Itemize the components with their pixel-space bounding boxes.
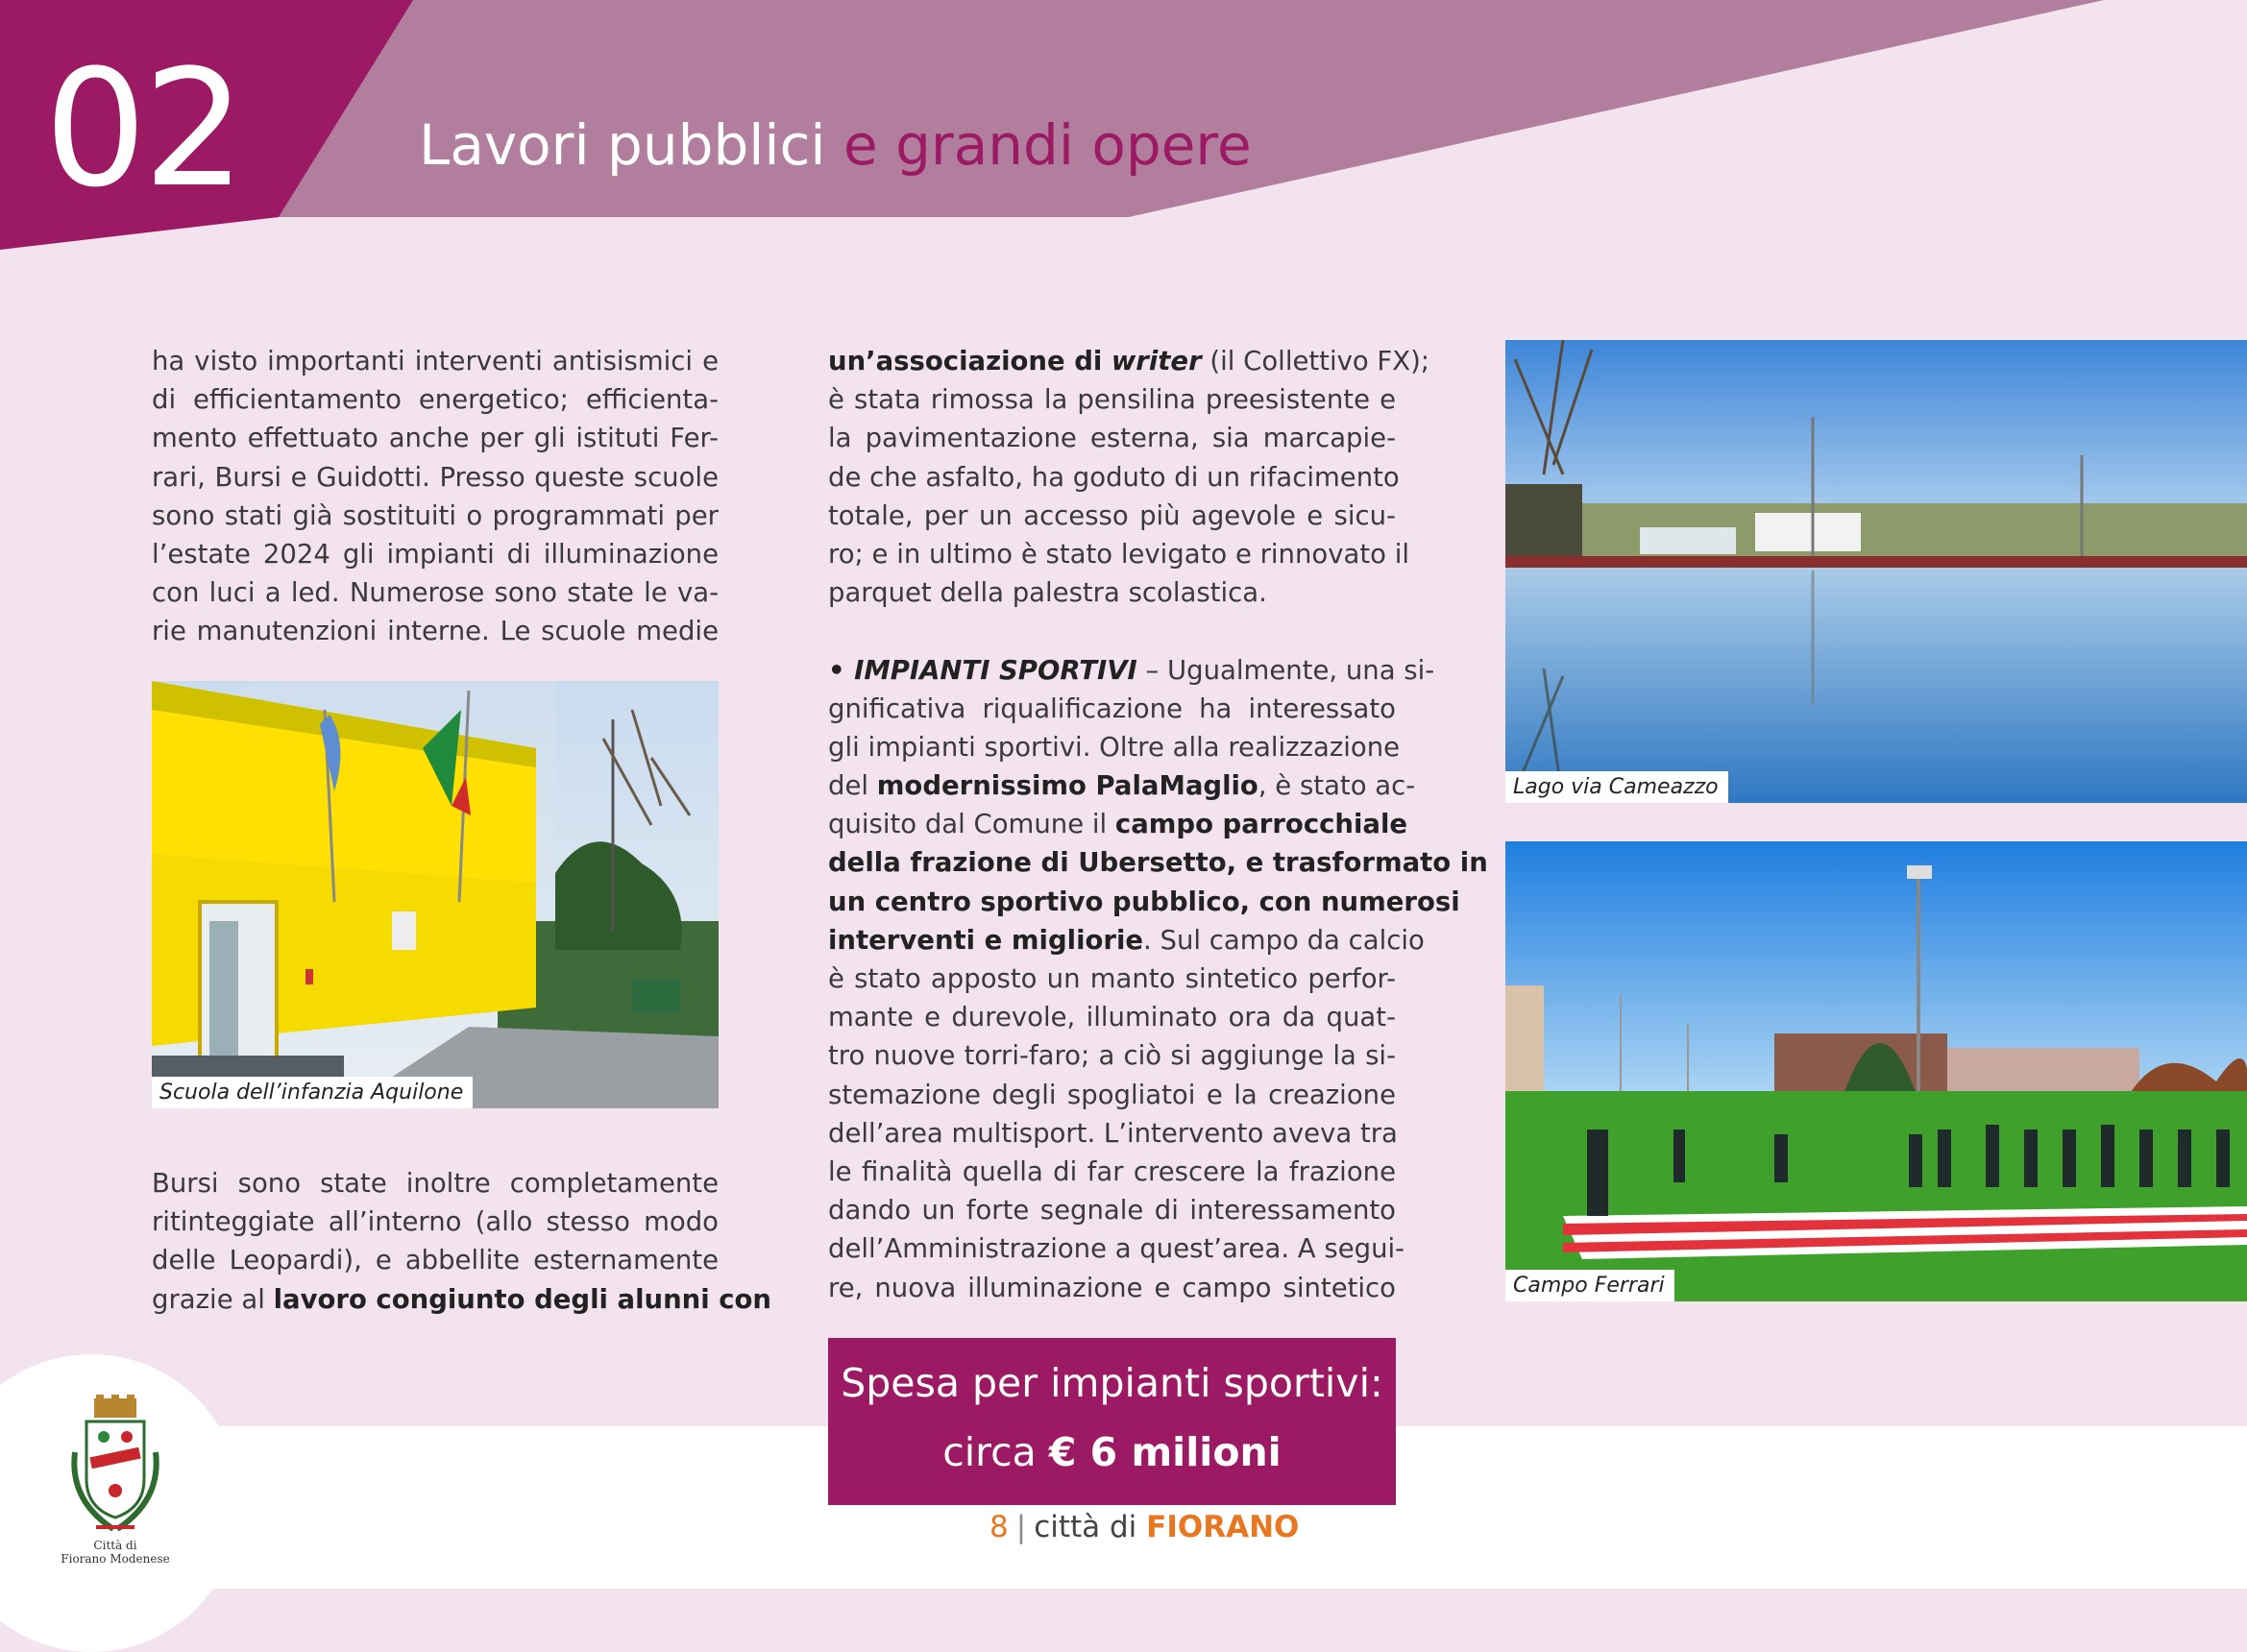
field-photo [1505,841,2247,1301]
text-line: gnificativa riqualificazione ha interessato [828,692,1396,724]
text-line: dell’area multisport. L’intervento aveva tra [828,1117,1398,1149]
text-line: con luci a led. Numerose sono state le va- [152,577,719,609]
bold-text: modernissimo PalaMaglio [876,770,1258,802]
text-line [828,766,1416,805]
text-line: parquet della palestra scolastica. [828,577,1267,609]
column2-text [828,342,1488,1307]
text-span: quisito dal Comune il [828,809,1115,840]
text-line: è stata rimossa la pensilina preesistente e [828,384,1396,416]
text-span: circa [942,1429,1049,1475]
text-line: ro; e in ultimo è stato levigato e rinnovato il [828,538,1409,570]
text-line: de che asfalto, ha goduto di un rifacimento [828,461,1400,493]
footer-prefix: città di [1034,1510,1147,1544]
chapter-title [419,112,1252,178]
blank-line [828,612,1396,650]
text-line: le finalità quella di far crescere la frazione [828,1155,1396,1187]
text-span: grazie al [152,1283,274,1315]
school-caption: Scuola dell’infanzia Aquilone [152,1077,473,1108]
cost-amount [828,1428,1396,1476]
bold-text: lavoro congiunto degli alunni con [273,1283,772,1315]
text-span: . Sul campo da calcio [1143,924,1425,956]
text-line [828,921,1425,960]
title-part2: e grandi opere [843,112,1252,178]
page-footer [989,1510,1299,1544]
text-line: di efficientamento energetico; efficienta- [152,384,719,416]
logo-line1: Città di [93,1539,137,1552]
logo-text [38,1539,192,1566]
text-line: è stato apposto un manto sintetico perfor- [828,963,1396,994]
text-line: re, nuova illuminazione e campo sintetico [828,1272,1396,1303]
text-line [828,843,1488,882]
page-number: 8 [989,1510,1009,1544]
bold-text: un centro sportivo pubblico, con numerosi [828,886,1460,917]
text-line: ha visto importanti interventi antisismici e [152,346,719,377]
cost-label: Spesa per impianti sportivi: [841,1360,1383,1406]
field-caption: Campo Ferrari [1505,1270,1674,1301]
logo-line2: Fiorano Modenese [61,1552,170,1566]
bold-text: un’associazione di [828,346,1111,377]
text-line: rie manutenzioni interne. Le scuole medie [152,616,719,647]
bold-italic-text: writer [1111,346,1202,377]
text-span: – Ugualmente, una si- [1136,654,1435,686]
text-line: stemazione degli spogliatoi e la creazione [828,1079,1396,1110]
school-photo [152,681,719,1108]
text-line: totale, per un accesso più agevole e sicu- [828,499,1396,531]
chapter-number: 02 [44,35,242,223]
text-line: delle Leopardi), e abbellite esternamente [152,1245,719,1276]
column1-para2 [152,1164,772,1319]
text-line: dell’Amministrazione a quest’area. A segui- [828,1233,1405,1265]
bold-text: campo parrocchiale [1114,809,1408,840]
text-line [828,805,1408,843]
text-line: Bursi sono state inoltre completamente [152,1168,719,1199]
cost-value: € 6 milioni [1048,1429,1282,1475]
lake-photo [1505,340,2247,803]
text-line: dando un forte segnale di interessamento [828,1195,1396,1227]
title-part1: Lavori pubblici [419,112,826,178]
text-line: tro nuove torri-faro; a ciò si aggiunge la si- [828,1040,1396,1072]
text-line: sono stati già sostituiti o programmati per [152,499,719,531]
text-line [152,1280,772,1319]
footer-city: FIORANO [1146,1510,1300,1544]
coat-of-arms-icon [58,1395,173,1539]
text-span: (il Collettivo FX); [1201,346,1430,377]
bold-text: della frazione di Ubersetto, e trasformato in [828,847,1488,879]
lake-caption: Lago via Cameazzo [1505,771,1728,803]
text-span: del [828,770,877,802]
footer-separator: | [1015,1510,1027,1544]
bold-text: interventi e migliorie [828,924,1144,956]
text-line: ritinteggiate all’interno (allo stesso modo [152,1206,719,1238]
column1-para1 [152,342,719,651]
text-line: rari, Bursi e Guidotti. Presso queste scuole [152,461,719,493]
text-line: gli impianti sportivi. Oltre alla realizzazione [828,731,1401,763]
text-line: l’estate 2024 gli impianti di illuminazione [152,538,719,570]
cost-box [828,1338,1396,1505]
text-line [828,342,1430,380]
bullet-heading: • IMPIANTI SPORTIVI [828,654,1137,686]
text-line: mante e durevole, illuminato ora da quat- [828,1002,1396,1033]
text-span: , è stato ac- [1258,770,1416,802]
text-line: la pavimentazione esterna, sia marcapie- [828,423,1396,454]
text-line [828,651,1435,690]
text-line: mento effettuato anche per gli istituti Fer- [152,423,719,454]
text-line [828,883,1460,921]
